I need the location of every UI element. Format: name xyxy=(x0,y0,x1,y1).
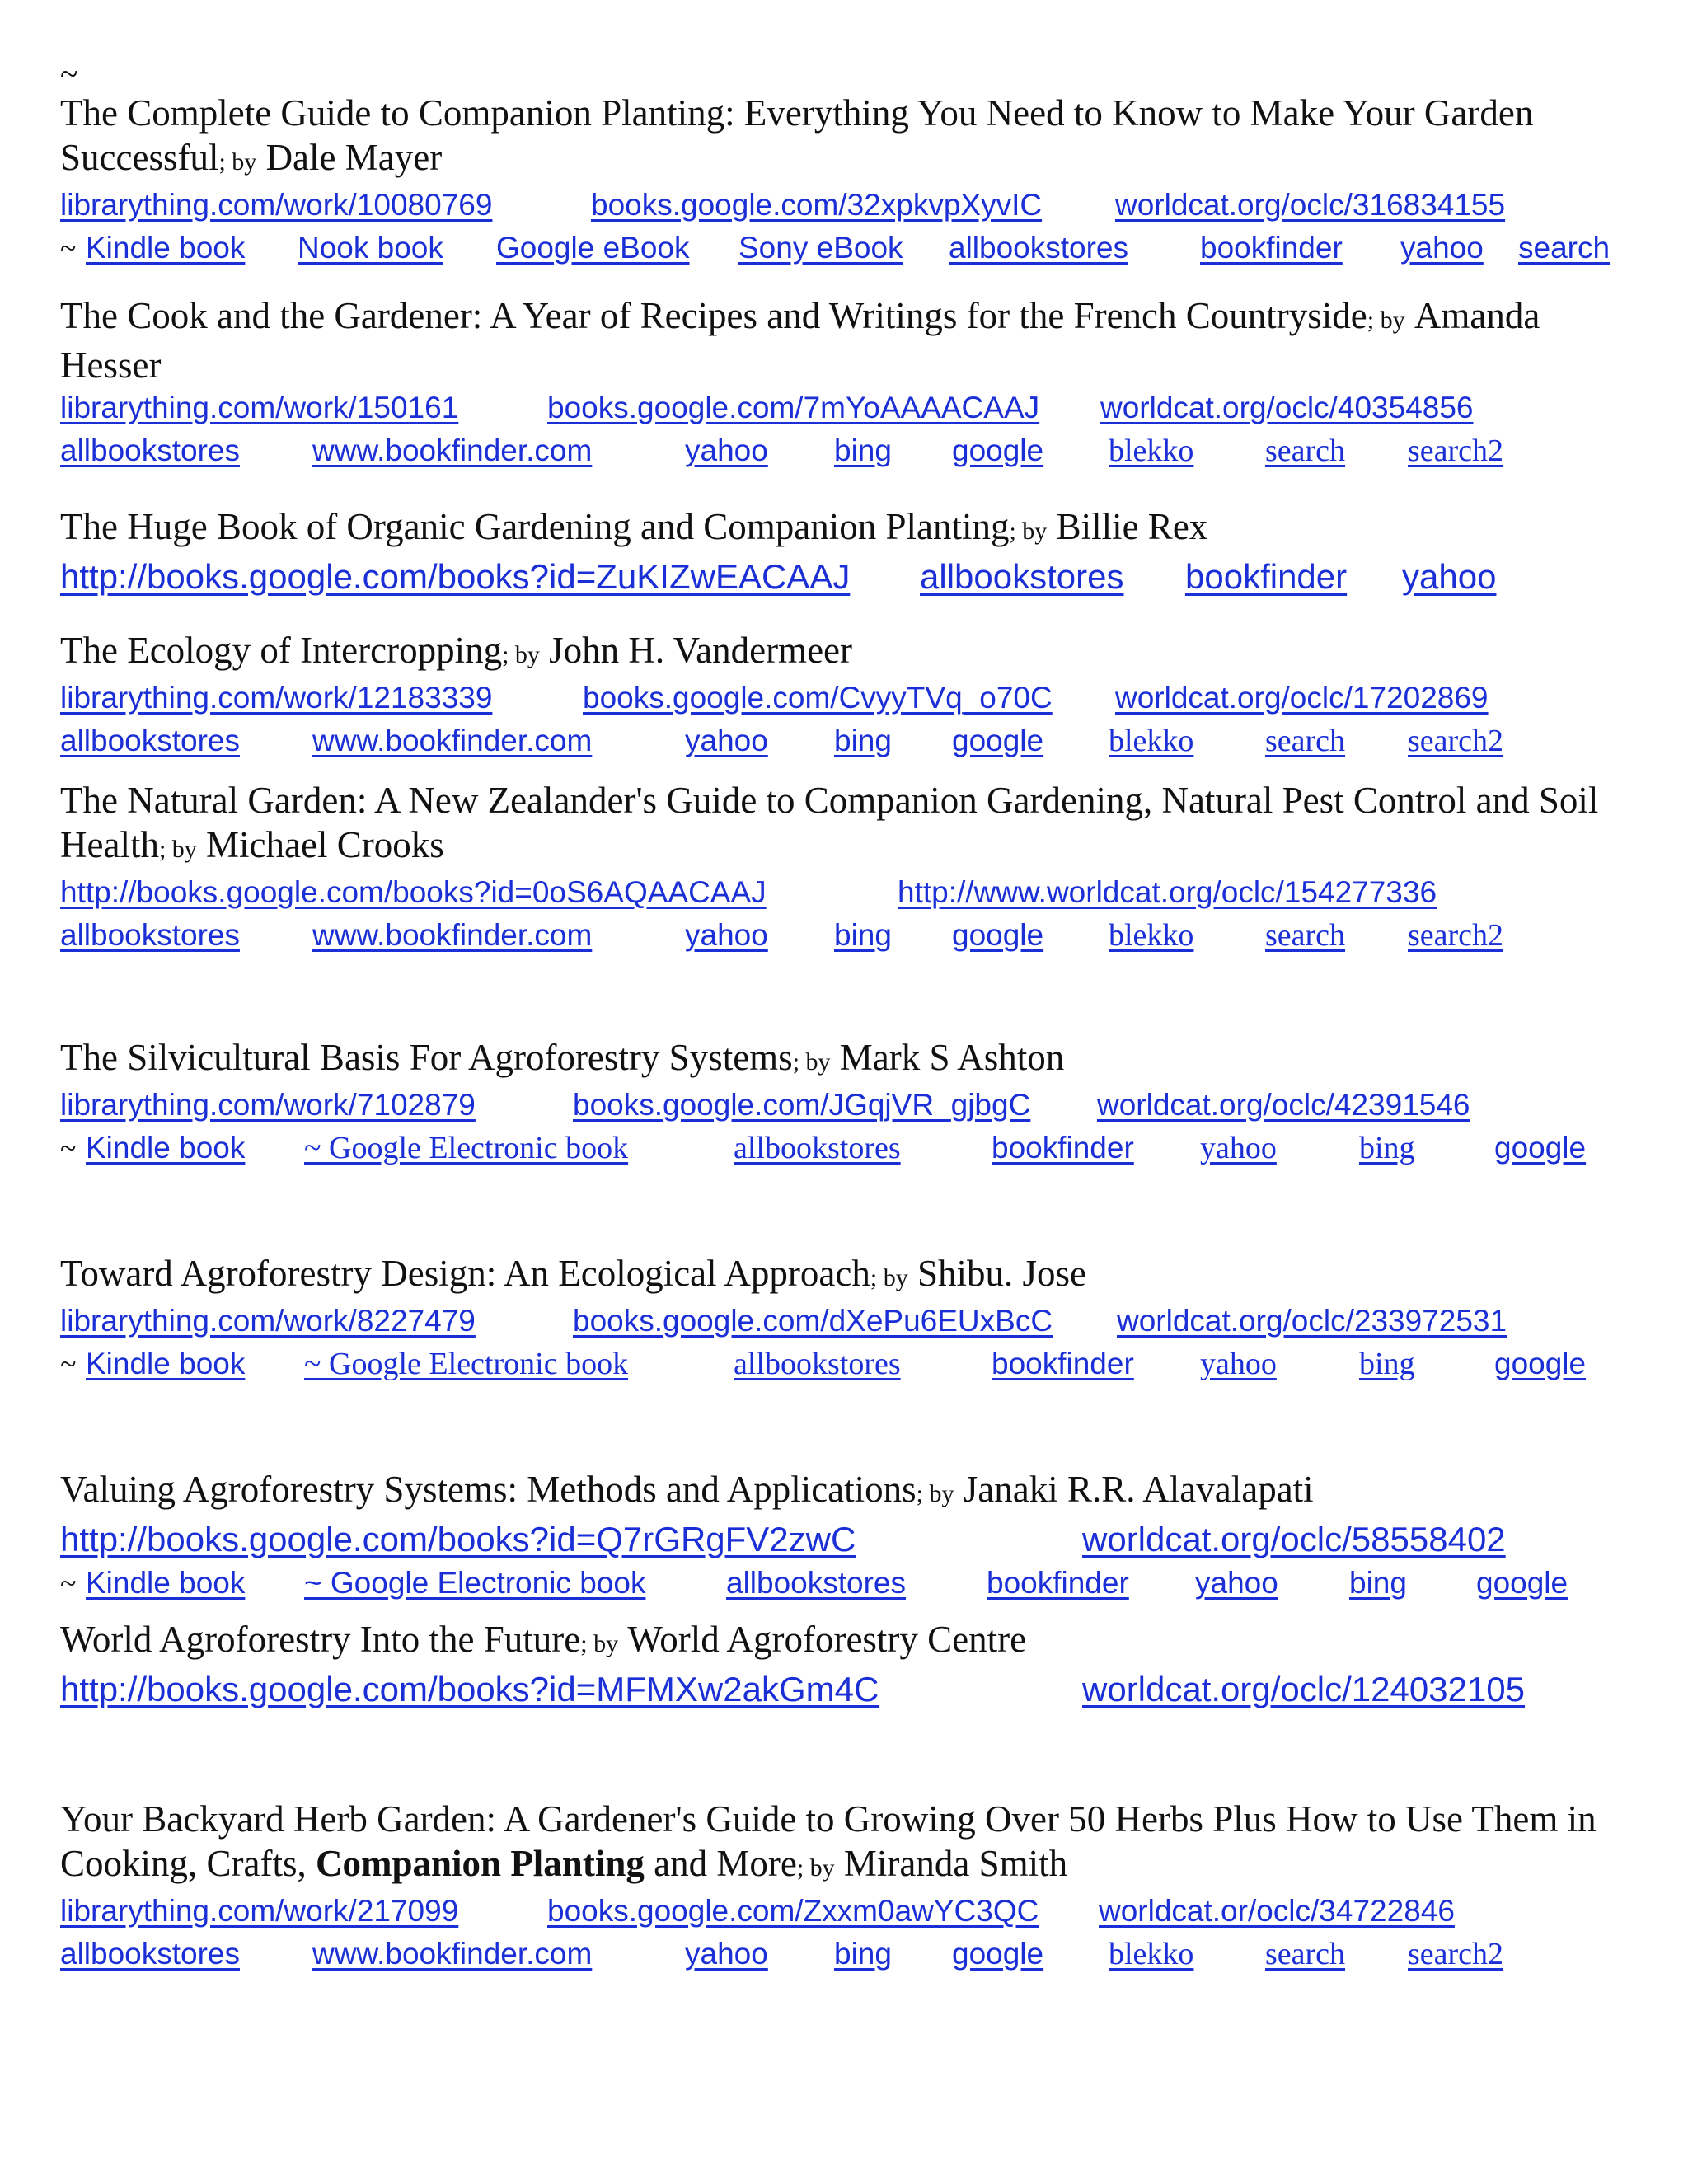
author-name: John H. Vandermeer xyxy=(549,630,852,671)
blekko-link[interactable]: blekko xyxy=(1109,1937,1194,1971)
tilde-prefix: ~ xyxy=(60,232,77,265)
librarything-link[interactable]: librarything.com/work/7102879 xyxy=(60,1088,476,1122)
worldcat-link[interactable]: http://www.worldcat.org/oclc/154277336 xyxy=(898,875,1437,909)
search-link[interactable]: search xyxy=(1265,1937,1346,1971)
kindle-link[interactable]: Kindle book xyxy=(86,1131,246,1165)
librarything-link[interactable]: librarything.com/work/10080769 xyxy=(60,188,493,222)
google-books-link[interactable]: books.google.com/7mYoAAAACAAJ xyxy=(547,391,1040,424)
author-name: Miranda Smith xyxy=(843,1843,1068,1884)
link-row xyxy=(60,1127,1643,1170)
by-label: ; by xyxy=(1009,518,1048,545)
search-link[interactable]: search xyxy=(1265,918,1346,953)
by-label: ; by xyxy=(1367,307,1405,334)
allbookstores-link[interactable]: allbookstores xyxy=(949,231,1129,265)
book-entry xyxy=(60,1467,1643,1605)
yahoo-link[interactable]: yahoo xyxy=(1402,557,1497,596)
bing-link[interactable]: bing xyxy=(834,434,892,467)
google-link[interactable]: google xyxy=(1476,1566,1568,1600)
title-text: Valuing Agroforestry Systems: Methods and Applications xyxy=(60,1469,917,1510)
kindle-link[interactable]: Kindle book xyxy=(86,1566,246,1600)
bookfinder-link[interactable]: www.bookfinder.com xyxy=(312,724,593,757)
book-title xyxy=(60,1251,1643,1301)
book-entry xyxy=(60,1797,1643,1976)
google-books-link[interactable]: books.google.com/JGqjVR_gjbgC xyxy=(573,1088,1031,1122)
by-label: ; by xyxy=(870,1264,908,1291)
title-text: The Cook and the Gardener: A Year of Recipes and Writings for the French Countryside xyxy=(60,295,1367,336)
book-title xyxy=(60,504,1643,554)
by-label: ; by xyxy=(158,836,197,863)
yahoo-link[interactable]: yahoo xyxy=(685,434,768,467)
bing-link[interactable]: bing xyxy=(834,1937,892,1971)
link-row xyxy=(60,430,1643,473)
search-link[interactable]: search xyxy=(1518,231,1611,265)
author-name: Mark S Ashton xyxy=(839,1037,1065,1078)
by-label: ; by xyxy=(218,148,257,176)
by-label: ; by xyxy=(502,641,540,668)
link-row xyxy=(60,1891,1643,1933)
nook-link[interactable]: Nook book xyxy=(298,231,443,265)
book-title xyxy=(60,1617,1643,1666)
google-books-link[interactable]: books.google.com/CvyyTVq_o70C xyxy=(583,681,1053,715)
link-row xyxy=(60,227,1643,270)
link-row xyxy=(60,1516,1643,1563)
title-text: World Agroforestry Into the Future xyxy=(60,1619,581,1660)
book-title xyxy=(60,628,1643,677)
worldcat-link[interactable]: worldcat.org/oclc/40354856 xyxy=(1100,391,1474,424)
bookfinder-link[interactable]: bookfinder xyxy=(1200,231,1343,265)
google-books-link[interactable]: http://books.google.com/books?id=MFMXw2akGm4C xyxy=(60,1670,879,1708)
title-text: Your Backyard Herb Garden: A Gardener's Guide to Growing Over 50 Herbs Plus How to Use Them in Cooking, Crafts, xyxy=(60,1798,1597,1884)
author-name: Billie Rex xyxy=(1056,506,1208,547)
google-link[interactable]: google xyxy=(952,918,1044,952)
google-link[interactable]: google xyxy=(1494,1347,1587,1380)
allbookstores-link[interactable]: allbookstores xyxy=(920,557,1124,596)
book-entry xyxy=(60,1035,1643,1170)
bing-link[interactable]: bing xyxy=(834,724,892,757)
author-name: Amanda Hesser xyxy=(60,295,1540,386)
google-ebook-link[interactable]: Google eBook xyxy=(496,231,690,265)
tilde-prefix: ~ xyxy=(60,1347,77,1380)
blekko-link[interactable]: blekko xyxy=(1109,434,1194,468)
title-bold-text: Companion Planting xyxy=(316,1843,645,1884)
google-electronic-book-link[interactable]: ~ Google Electronic book xyxy=(304,1347,629,1381)
worldcat-link[interactable]: worldcat.org/oclc/124032105 xyxy=(1082,1670,1526,1708)
bookfinder-link[interactable]: bookfinder xyxy=(992,1347,1134,1380)
book-title xyxy=(60,293,1643,387)
bookfinder-link[interactable]: bookfinder xyxy=(987,1566,1129,1600)
by-label: ; by xyxy=(580,1630,619,1657)
link-row xyxy=(60,720,1643,763)
allbookstores-link[interactable]: allbookstores xyxy=(734,1131,901,1165)
bookfinder-link[interactable]: www.bookfinder.com xyxy=(312,1937,593,1971)
author-name: Shibu. Jose xyxy=(917,1253,1086,1294)
search2-link[interactable]: search2 xyxy=(1408,724,1504,758)
title-text: The Silvicultural Basis For Agroforestry Systems xyxy=(60,1037,793,1078)
book-title xyxy=(60,1467,1643,1516)
worldcat-link[interactable]: worldcat.org/oclc/58558402 xyxy=(1082,1520,1506,1558)
yahoo-link[interactable]: yahoo xyxy=(685,918,768,952)
blekko-link[interactable]: blekko xyxy=(1109,918,1194,953)
librarything-link[interactable]: librarything.com/work/217099 xyxy=(60,1894,459,1928)
title-text: The Ecology of Intercropping xyxy=(60,630,503,671)
bookfinder-link[interactable]: www.bookfinder.com xyxy=(312,918,593,952)
blekko-link[interactable]: blekko xyxy=(1109,724,1194,758)
link-row xyxy=(60,1933,1643,1976)
book-title xyxy=(60,1035,1643,1085)
link-row xyxy=(60,677,1643,720)
author-name: Dale Mayer xyxy=(265,137,443,178)
bing-link[interactable]: bing xyxy=(1349,1566,1407,1600)
bookfinder-link[interactable]: bookfinder xyxy=(992,1131,1134,1165)
title-text: The Huge Book of Organic Gardening and Companion Planting xyxy=(60,506,1010,547)
by-label: ; by xyxy=(792,1048,831,1076)
by-label: ; by xyxy=(796,1854,835,1882)
google-books-link[interactable]: books.google.com/dXePu6EUxBcC xyxy=(573,1304,1053,1338)
link-row xyxy=(60,554,1643,600)
worldcat-link[interactable]: worldcat.org/oclc/17202869 xyxy=(1115,681,1489,715)
allbookstores-link[interactable]: allbookstores xyxy=(60,1937,241,1971)
tilde-prefix: ~ xyxy=(60,1132,77,1165)
book-entry xyxy=(60,778,1643,958)
link-row xyxy=(60,185,1643,227)
book-title xyxy=(60,91,1643,185)
link-row xyxy=(60,1085,1643,1127)
yahoo-link[interactable]: yahoo xyxy=(685,724,768,757)
book-entry xyxy=(60,1617,1643,1713)
book-entry xyxy=(60,91,1643,270)
top-tilde: ~ xyxy=(60,55,78,92)
allbookstores-link[interactable]: allbookstores xyxy=(60,434,241,467)
yahoo-link[interactable]: yahoo xyxy=(1200,1131,1277,1165)
worldcat-link[interactable]: worldcat.org/oclc/316834155 xyxy=(1115,188,1506,222)
google-books-link[interactable]: http://books.google.com/books?id=ZuKIZwEACAAJ xyxy=(60,557,851,596)
google-link[interactable]: google xyxy=(952,1937,1044,1971)
title-text-end: and More xyxy=(644,1843,797,1884)
librarything-link[interactable]: librarything.com/work/12183339 xyxy=(60,681,493,715)
google-books-link[interactable]: books.google.com/32xpkvpXyvIC xyxy=(591,188,1043,222)
book-entry xyxy=(60,1251,1643,1386)
book-title xyxy=(60,778,1643,872)
title-text: Toward Agroforestry Design: An Ecological Approach xyxy=(60,1253,870,1294)
bookfinder-link[interactable]: www.bookfinder.com xyxy=(312,434,593,467)
search2-link[interactable]: search2 xyxy=(1408,918,1504,953)
bing-link[interactable]: bing xyxy=(834,918,892,952)
search-link[interactable]: search xyxy=(1265,434,1346,468)
google-electronic-book-link[interactable]: ~ Google Electronic book xyxy=(304,1131,629,1165)
link-row xyxy=(60,1666,1643,1713)
link-row xyxy=(60,1343,1643,1386)
allbookstores-link[interactable]: allbookstores xyxy=(726,1566,907,1600)
google-books-link[interactable]: http://books.google.com/books?id=Q7rGRgFV2zwC xyxy=(60,1520,856,1558)
search-link[interactable]: search xyxy=(1265,724,1346,758)
book-entry xyxy=(60,628,1643,763)
yahoo-link[interactable]: yahoo xyxy=(1200,1347,1277,1381)
google-link[interactable]: google xyxy=(952,724,1044,757)
author-name: World Agroforestry Centre xyxy=(627,1619,1027,1660)
yahoo-link[interactable]: yahoo xyxy=(1195,1566,1278,1600)
link-row xyxy=(60,1301,1643,1343)
author-name: Janaki R.R. Alavalapati xyxy=(963,1469,1314,1510)
search2-link[interactable]: search2 xyxy=(1408,1937,1504,1971)
by-label: ; by xyxy=(916,1480,954,1507)
allbookstores-link[interactable]: allbookstores xyxy=(734,1347,901,1381)
worldcat-link[interactable]: worldcat.or/oclc/34722846 xyxy=(1099,1894,1455,1928)
search2-link[interactable]: search2 xyxy=(1408,434,1504,468)
title-text: The Natural Garden: A New Zealander's Guide to Companion Gardening, Natural Pest Control and Soil Health xyxy=(60,780,1599,865)
author-name: Michael Crooks xyxy=(206,824,444,865)
yahoo-link[interactable]: yahoo xyxy=(1400,231,1484,265)
allbookstores-link[interactable]: allbookstores xyxy=(60,918,241,952)
google-books-link[interactable]: books.google.com/Zxxm0awYC3QC xyxy=(547,1894,1039,1928)
book-entry xyxy=(60,504,1643,600)
kindle-link[interactable]: Kindle book xyxy=(86,1347,246,1380)
allbookstores-link[interactable]: allbookstores xyxy=(60,724,241,757)
link-row xyxy=(60,1563,1643,1605)
google-link[interactable]: google xyxy=(952,434,1044,467)
google-books-link[interactable]: http://books.google.com/books?id=0oS6AQAACAAJ xyxy=(60,875,767,909)
link-row xyxy=(60,915,1643,958)
link-row xyxy=(60,872,1643,915)
book-title xyxy=(60,1797,1643,1891)
yahoo-link[interactable]: yahoo xyxy=(685,1937,768,1971)
worldcat-link[interactable]: worldcat.org/oclc/42391546 xyxy=(1097,1088,1470,1122)
librarything-link[interactable]: librarything.com/work/8227479 xyxy=(60,1304,476,1338)
bing-link[interactable]: bing xyxy=(1359,1131,1415,1165)
link-row xyxy=(60,387,1643,430)
book-list-page xyxy=(60,55,1643,1976)
librarything-link[interactable]: librarything.com/work/150161 xyxy=(60,391,459,424)
bing-link[interactable]: bing xyxy=(1359,1347,1415,1381)
google-electronic-book-link[interactable]: ~ Google Electronic book xyxy=(304,1566,646,1600)
title-text: The Complete Guide to Companion Planting: Everything You Need to Know to Make Your Garden Successful xyxy=(60,92,1534,178)
tilde-prefix: ~ xyxy=(60,1567,77,1600)
kindle-link[interactable]: Kindle book xyxy=(86,231,246,265)
google-link[interactable]: google xyxy=(1494,1131,1587,1165)
sony-ebook-link[interactable]: Sony eBook xyxy=(738,231,903,265)
worldcat-link[interactable]: worldcat.org/oclc/233972531 xyxy=(1117,1304,1507,1338)
bookfinder-link[interactable]: bookfinder xyxy=(1185,557,1348,596)
book-entry xyxy=(60,293,1643,473)
